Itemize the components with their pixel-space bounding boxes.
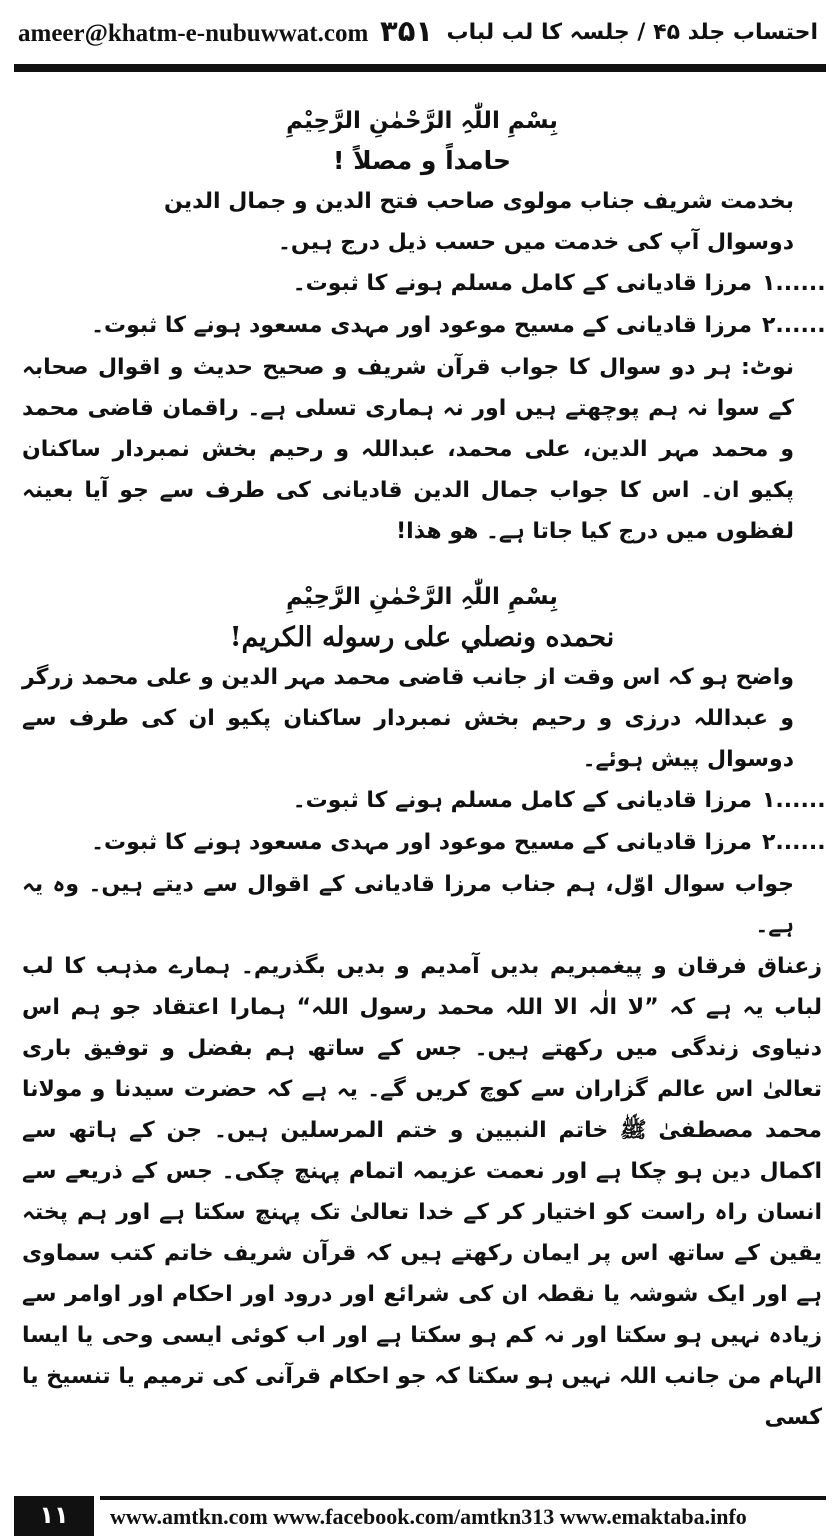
item-number: ۱...... — [762, 271, 826, 296]
item-text: مرزا قادیانی کے کامل مسلم ہونے کا ثبوت۔ — [292, 788, 752, 813]
item-number: ۲...... — [762, 313, 826, 338]
item-number: ۱...... — [762, 788, 826, 813]
list-item — [22, 780, 826, 822]
item-text: مرزا قادیانی کے مسیح موعود اور مہدی مسعود ہونے کا ثبوت۔ — [91, 313, 752, 338]
list-item — [22, 305, 826, 347]
intro-paragraph-2: واضح ہو کہ اس وقت از جانب قاضی محمد مہر الدین و علی محمد زرگر و عبداللہ درزی و رحیم بخش نمبردار ساکنان پکیو ان کی طرف سے دوسوال پیش ہوئے۔ — [22, 665, 794, 772]
item-number: ۲...... — [762, 830, 826, 855]
header-page-number: ۳۵۱ — [380, 14, 434, 48]
bismillah-1: بِسْمِ اللّٰہِ الرَّحْمٰنِ الرَّحِیْمِ — [286, 108, 558, 134]
greeting-2: نحمده ونصلي على رسوله الكريم! — [229, 622, 615, 653]
answer-body: زعناق فرقان و پیغمبریم بدیں آمدیم و بدیں بگذریم۔ ہمارے مذہب کا لب لباب یہ ہے کہ ”لا الٰہ الا اللہ محمد رسول اللہ“ ہمارا اعتقاد جو ہم اس دنیاوی زندگی میں رکھتے ہیں۔ جس کے ساتھ ہم بفضل و توفیق باری تعالیٰ اس عالم گزاران سے کوچ کریں گے۔ یہ ہے کہ حضرت سیدنا و مولانا محمد مصطفیٰ ﷺ خاتم النبیین و ختم المرسلین ہیں۔ جن کے ہاتھ سے اکمال دین ہو چکا ہے اور نعمت عزیمہ اتمام پہنچ چکی۔ جس کے ذریعے سے انسان راہ راست کو اختیار کر کے خدا تعالیٰ تک پہنچ سکتا ہے اور ہم پختہ یقین کے ساتھ اس پر ایمان رکھتے ہیں کہ قرآن شریف خاتم کتب سماوی ہے اور ایک شوشہ یا نقطہ ان کی شرائع اور درود اور احکام اور اوامر سے زیادہ نہیں ہو سکتا اور نہ کم ہو سکتا ہے اور اب کوئی ایسی وحی یا ایسا الہام من جانب اللہ نہیں ہو سکتا کہ جو احکام قرآنی کی ترمیم یا تنسیخ یا کسی — [22, 954, 822, 1430]
list-item — [22, 263, 826, 305]
header-title: احتساب جلد ۴۵ / جلسہ کا لب لباب — [446, 20, 818, 45]
footer-rule — [100, 1496, 826, 1500]
footer-urls: www.amtkn.com www.facebook.com/amtkn313 www.emaktaba.info — [110, 1504, 747, 1529]
note-paragraph: نوٹ: ہر دو سوال کا جواب قرآن شریف و صحیح حدیث و اقوال صحابہ کے سوا نہ ہم پوچھتے ہیں اور نہ ہماری تسلی ہے۔ راقمان قاضی محمد و محمد مہر الدین، علی محمد، عبداللہ و رحیم بخش نمبردار ساکنان پکیو ان۔ اس کا جواب جمال الدین قادیانی کی طرف سے جو آیا بعینہ لفظوں میں درج کیا جاتا ہے۔ ھو ھذا! — [22, 355, 794, 544]
list-item — [22, 822, 826, 864]
header-rule — [14, 64, 826, 72]
page-body — [22, 108, 826, 1438]
greeting-1: حامداً و مصلاً ! — [332, 146, 512, 175]
footer-page-marker: ۱۱ — [14, 1496, 94, 1536]
item-text: مرزا قادیانی کے کامل مسلم ہونے کا ثبوت۔ — [292, 271, 752, 296]
intro-line-1: دوسوال آپ کی خدمت میں حسب ذیل درج ہیں۔ — [278, 230, 794, 255]
section-gap — [22, 552, 822, 584]
item-text: مرزا قادیانی کے مسیح موعود اور مہدی مسعود ہونے کا ثبوت۔ — [91, 830, 752, 855]
page-header — [0, 0, 840, 62]
answer-intro: جواب سوال اوّل، ہم جناب مرزا قادیانی کے اقوال سے دیتے ہیں۔ وہ یہ ہے۔ — [22, 872, 794, 938]
header-email: ameer@khatm-e-nubuwwat.com — [18, 20, 369, 47]
page-footer — [0, 1488, 840, 1540]
address-line: بخدمت شریف جناب مولوی صاحب فتح الدین و جمال الدین — [164, 189, 794, 214]
bismillah-2: بِسْمِ اللّٰہِ الرَّحْمٰنِ الرَّحِیْمِ — [286, 584, 558, 610]
